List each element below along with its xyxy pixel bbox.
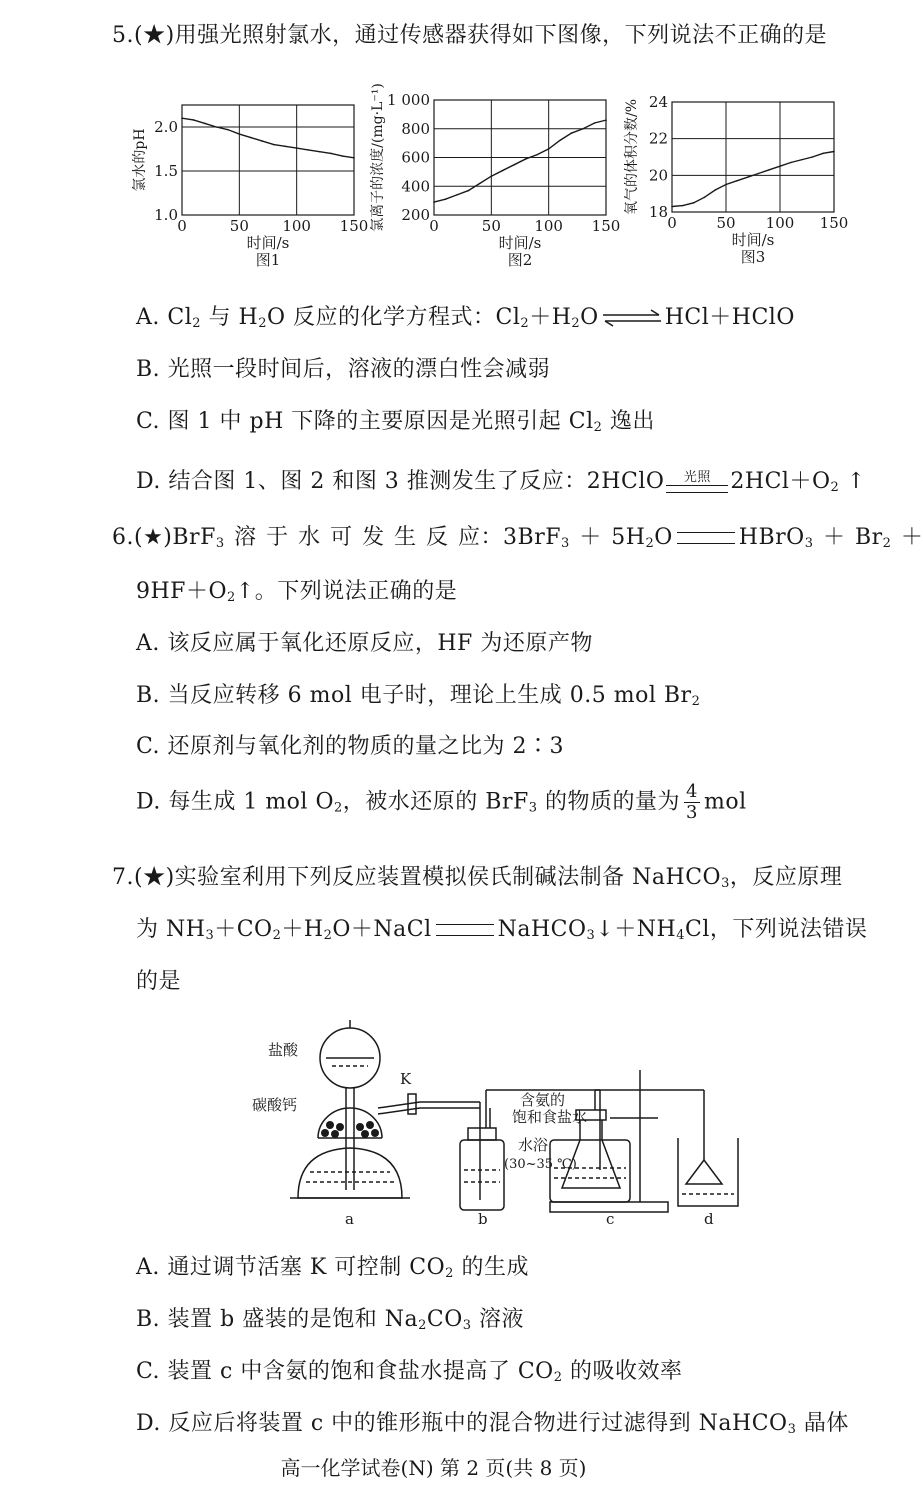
chart-fig1	[130, 85, 370, 275]
flask-base	[298, 1148, 402, 1198]
data-point	[491, 175, 493, 177]
label-bath-1: 水浴	[518, 1136, 549, 1154]
x-tick-label: 100	[282, 217, 311, 235]
x-tick-label: 50	[229, 217, 249, 235]
y-tick-label: 1 000	[387, 91, 430, 109]
data-point	[714, 189, 716, 191]
x-axis-label: 时间/s	[246, 234, 290, 252]
label-bath-2: (30~35 ℃)	[504, 1157, 577, 1172]
data-point	[704, 197, 706, 199]
x-tick-label: 100	[765, 214, 795, 232]
beaker	[678, 1138, 738, 1206]
label-b: b	[478, 1210, 488, 1228]
y-tick-label: 20	[648, 166, 668, 185]
chart-fig2	[368, 70, 621, 275]
data-point	[790, 162, 792, 164]
q5-option-a: A. $Cl_2$ 与 $H_2O$ 反应的化学方程式：$Cl_2+H_2O$ HCl＋HClO	[136, 305, 795, 331]
data-point	[216, 126, 218, 128]
x-tick-label: 100	[534, 217, 563, 235]
x-axis-label: 时间/s	[498, 234, 542, 252]
x-tick-label: 150	[819, 214, 849, 232]
data-point	[605, 119, 607, 121]
q7-option-d: D. 反应后将装置 c 中的锥形瓶中的混合物进行过滤得到 NaHCO$_3$ 晶体	[136, 1411, 849, 1437]
y-tick-label: 200	[401, 206, 430, 224]
equals-sign-icon	[436, 924, 494, 936]
data-point	[502, 170, 504, 172]
chart-title: 图3	[740, 248, 766, 266]
data-point	[513, 164, 515, 166]
data-point	[273, 144, 275, 146]
q5-stem: 5.(★)用强光照射氯水，通过传感器获得如下图像，下列说法不正确的是	[112, 23, 828, 48]
equals-sign-icon	[677, 532, 735, 544]
data-point	[261, 140, 263, 142]
chart-title: 图1	[255, 251, 281, 269]
q6-option-a: A. 该反应属于氧化还原反应，HF 为还原产物	[136, 631, 593, 656]
data-point	[227, 129, 229, 131]
data-point	[822, 153, 824, 155]
x-tick-label: 50	[481, 217, 501, 235]
data-point	[239, 133, 241, 135]
inverted-funnel	[686, 1160, 722, 1184]
data-point	[445, 198, 447, 200]
data-point	[181, 117, 183, 119]
q6-option-d: D. 每生成 1 mol $O_2$，被水还原的 BrF$_3$ 的物质的量为 $\frac{4}{3}$ mol	[136, 781, 747, 823]
data-point	[193, 119, 195, 121]
label-c: c	[606, 1210, 615, 1228]
data-point	[468, 190, 470, 192]
q7-option-b: B. 装置 b 盛装的是饱和 $Na_2CO_3$ 溶液	[136, 1307, 525, 1333]
data-point	[319, 151, 321, 153]
data-point	[353, 157, 355, 159]
chart-fig3	[622, 80, 857, 275]
data-point	[536, 154, 538, 156]
y-tick-label: 400	[401, 177, 430, 196]
y-axis-label: 氧气的体积分数/%	[624, 98, 640, 216]
q6-stem-line1: 6.(★)BrF$_3$ 溶 于 水 可 发 生 反 应：$3BrF_3 + 5H_2O$ HBrO$_3$ ＋ $Br_2$ ＋	[112, 525, 923, 551]
data-point	[204, 123, 206, 125]
data-point	[736, 180, 738, 182]
data-point	[307, 149, 309, 151]
x-tick-label: 0	[667, 214, 677, 232]
y-tick-label: 600	[401, 148, 430, 167]
q7-option-c: C. 装置 c 中含氨的饱和食盐水提高了 $CO_2$ 的吸收效率	[136, 1359, 683, 1385]
y-tick-label: 1.5	[154, 162, 178, 180]
data-point	[548, 148, 550, 150]
data-point	[779, 165, 781, 167]
data-point	[250, 137, 252, 139]
data-point	[747, 176, 749, 178]
data-point	[833, 151, 835, 153]
data-line	[434, 120, 606, 202]
y-tick-label: 18	[648, 203, 668, 221]
q5-option-b: B. 光照一段时间后，溶液的漂白性会减弱	[136, 357, 551, 382]
wash-bottle	[460, 1140, 504, 1210]
q7-stem-line3: 的是	[136, 969, 182, 994]
q5-option-d: D. 结合图 1、图 2 和图 3 推测发生了反应：2HClO 光照 $2HCl+O_2$ ↑	[136, 469, 866, 495]
x-tick-label: 50	[716, 214, 736, 232]
data-line	[182, 118, 354, 158]
q5-option-c: C. 图 1 中 pH 下降的主要原因是光照引起 $Cl_2$ 逸出	[136, 409, 655, 435]
label-caco3: 碳酸钙	[252, 1096, 298, 1114]
label-hcl: 盐酸	[268, 1041, 299, 1059]
q7-stem-line2: 为 $NH_3+CO_2+H_2O+NaCl$ $NaHCO_3↓+NH_4Cl$，下列说法错误	[136, 917, 868, 943]
apparatus-diagram	[250, 1010, 770, 1230]
q7-stem-line1: 7.(★)实验室利用下列反应装置模拟侯氏制碱法制备 NaHCO$_3$，反应原理	[112, 865, 843, 891]
reaction-condition: 光照	[666, 471, 728, 493]
y-axis-label: 氯离子的浓度/(mg·L⁻¹)	[370, 83, 386, 232]
label-k: K	[400, 1070, 412, 1088]
data-point	[525, 158, 527, 160]
x-axis-label: 时间/s	[731, 231, 775, 249]
data-point	[594, 122, 596, 124]
q6-option-b: B. 当反应转移 6 mol 电子时，理论上生成 0.5 mol $Br_2$	[136, 683, 701, 709]
data-point	[284, 146, 286, 148]
data-point	[768, 169, 770, 171]
q6-option-c: C. 还原剂与氧化剂的物质的量之比为 2∶3	[136, 734, 565, 759]
chart-title: 图2	[507, 251, 533, 269]
data-point	[582, 128, 584, 130]
y-tick-label: 1.0	[154, 206, 178, 224]
plot-frame	[182, 105, 354, 215]
label-a: a	[345, 1210, 354, 1228]
data-point	[725, 184, 727, 186]
data-point	[801, 159, 803, 161]
x-tick-label: 0	[429, 217, 439, 235]
y-tick-label: 2.0	[154, 118, 178, 136]
data-point	[571, 132, 573, 134]
data-point	[758, 173, 760, 175]
x-tick-label: 150	[339, 217, 369, 235]
data-point	[693, 202, 695, 204]
data-line	[672, 152, 834, 207]
data-point	[671, 206, 673, 208]
reversible-arrow-icon	[601, 309, 663, 327]
data-point	[559, 139, 561, 141]
data-point	[456, 194, 458, 196]
x-tick-label: 150	[591, 217, 621, 235]
y-tick-label: 22	[648, 129, 668, 148]
page-footer: 高一化学试卷(N) 第 2 页(共 8 页)	[280, 1456, 587, 1480]
y-tick-label: 24	[648, 93, 668, 111]
data-point	[682, 205, 684, 207]
label-d: d	[704, 1210, 714, 1228]
data-point	[296, 147, 298, 149]
y-axis-label: 氯水的pH	[132, 128, 148, 192]
data-point	[433, 201, 435, 203]
q7-option-a: A. 通过调节活塞 K 可控制 $CO_2$ 的生成	[136, 1255, 529, 1281]
q6-stem-line2: $9HF+O_2↑$。下列说法正确的是	[136, 579, 458, 605]
label-nh3-1: 含氨的	[520, 1091, 566, 1109]
data-point	[330, 153, 332, 155]
label-nh3-2: 饱和食盐水	[512, 1108, 588, 1126]
y-tick-label: 800	[401, 119, 430, 138]
data-point	[479, 183, 481, 185]
fraction: $\frac{4}{3}$	[686, 781, 698, 823]
data-point	[342, 155, 344, 157]
data-point	[812, 156, 814, 158]
x-tick-label: 0	[177, 217, 187, 235]
